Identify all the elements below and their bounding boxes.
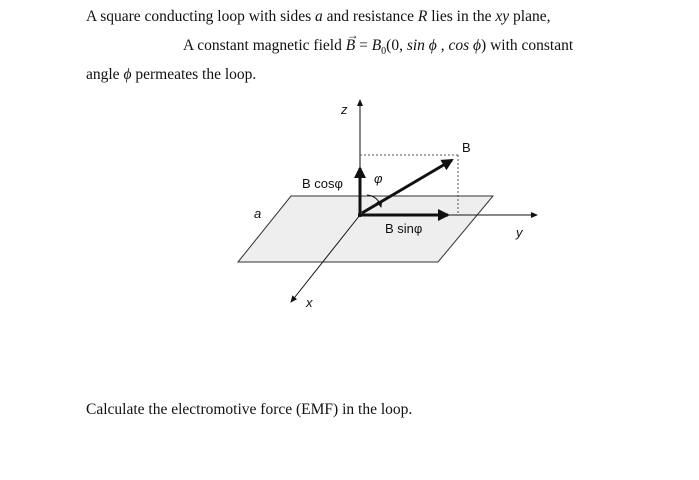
- var-B: B: [345, 37, 356, 54]
- text-fragment: A square conducting loop with sides: [86, 8, 316, 25]
- label-z: z: [341, 102, 348, 117]
- text-fragment: ): [481, 37, 487, 54]
- text-fragment: with constant: [486, 37, 574, 54]
- text-fragment: plane,: [509, 8, 551, 25]
- label-b-sin: B sinφ: [385, 221, 423, 236]
- text-fragment: and resistance: [322, 8, 418, 25]
- var-xy: xy: [495, 8, 510, 25]
- label-y: y: [516, 225, 523, 240]
- label-b-cos: B cosφ: [302, 176, 343, 191]
- text-fragment: ,: [436, 37, 449, 54]
- subscript-0: 0: [381, 46, 387, 58]
- label-x: x: [306, 295, 313, 310]
- vector-arrow-icon: →: [346, 28, 359, 42]
- label-phi: φ: [374, 171, 383, 186]
- equals: =: [355, 37, 372, 54]
- sin-phi: sin ϕ: [406, 37, 437, 54]
- text-fragment: A constant magnetic field: [183, 37, 346, 54]
- text-fragment: angle: [86, 66, 124, 83]
- var-phi: ϕ: [123, 66, 132, 83]
- cos-phi: cos ϕ: [448, 37, 482, 54]
- var-a: a: [315, 8, 323, 25]
- label-a: a: [254, 206, 262, 221]
- var-R: R: [417, 8, 428, 25]
- question-text: Calculate the electromotive force (EMF) in the loop.: [86, 401, 413, 418]
- label-B: B: [462, 140, 471, 155]
- var-B0: B: [371, 37, 382, 54]
- text-fragment: (0,: [386, 37, 407, 54]
- loop-plane: [238, 196, 493, 262]
- text-fragment: lies in the: [427, 8, 496, 25]
- text-fragment: permeates the loop.: [131, 66, 257, 83]
